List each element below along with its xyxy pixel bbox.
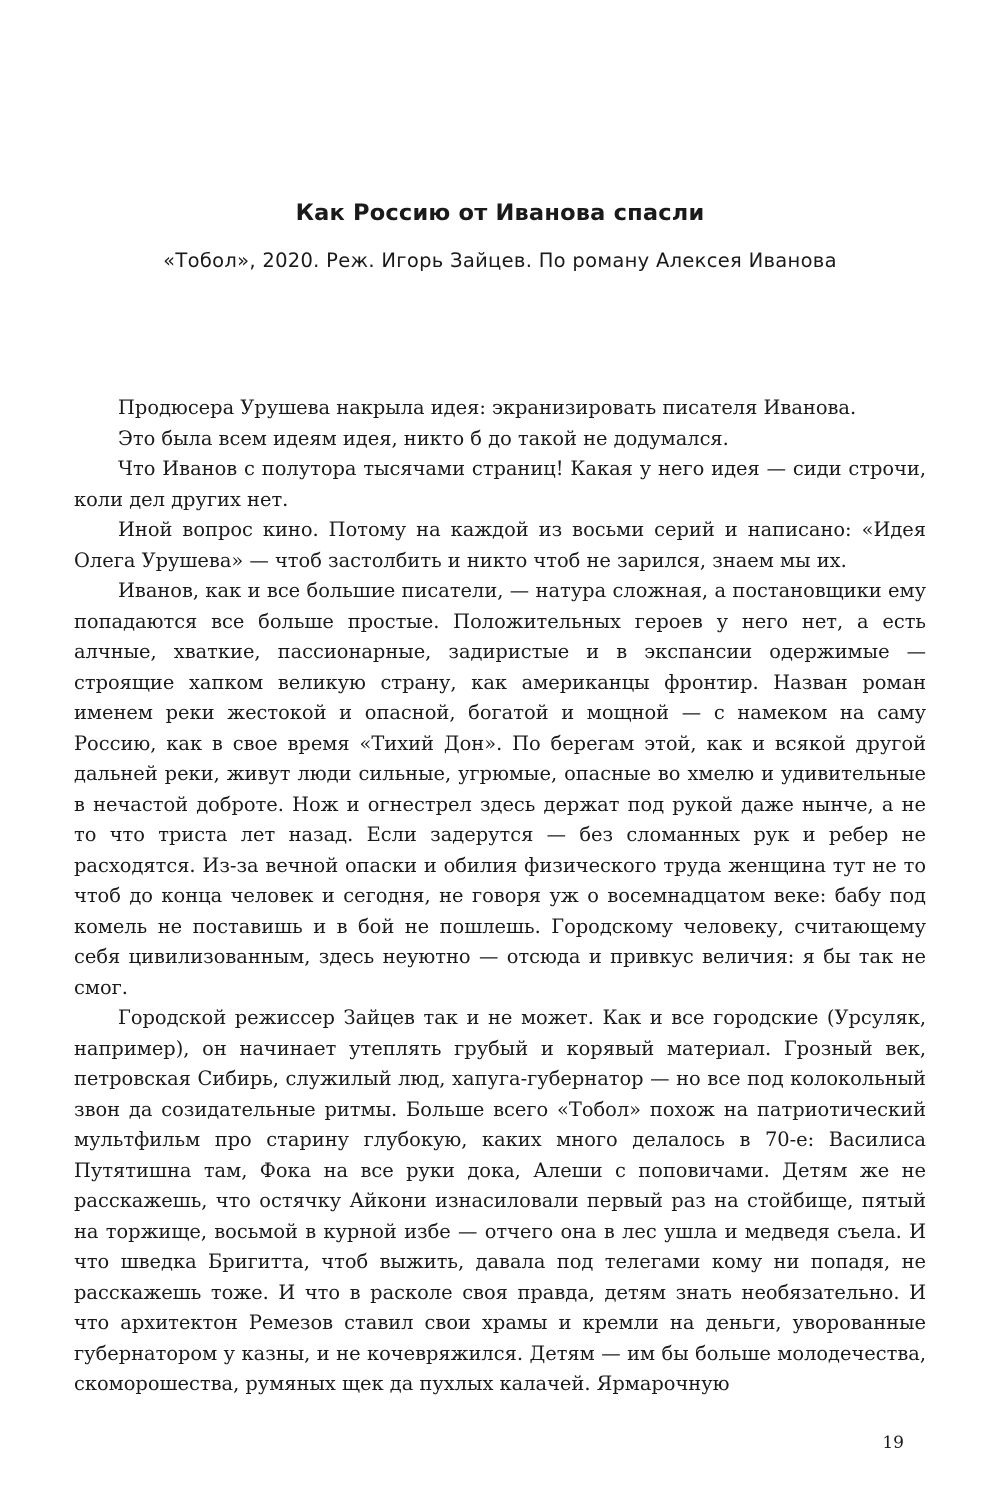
paragraph: Что Иванов с полутора тысячами страниц! Какая у него идея — сиди строчи, коли дел других нет.	[74, 457, 926, 511]
paragraph: Иной вопрос кино. Потому на каждой из восьми серий и написано: «Идея Олега Урушева» — чтоб застолбить и никто чтоб не зарился, знаем мы их.	[74, 518, 926, 572]
paragraph: Это была всем идеям идея, никто б до такой не додумался.	[118, 426, 729, 450]
chapter-subtitle: «Тобол», 2020. Реж. Игорь Зайцев. По роману Алексея Иванова	[163, 249, 837, 272]
paragraph: Иванов, как и все большие писатели, — натура сложная, а постановщики ему попадаются все больше простые. Положительных героев у него нет, а есть алчные, хваткие, пассионарные, задиристые и в экспансии одержимые — строящие хапком великую страну, как американцы фронтир. Назван роман именем реки жестокой и опасной, богатой и мощной — с намеком на саму Россию, как в свое время «Тихий Дон». По берегам этой, как и всякой другой дальней реки, живут люди сильные, угрюмые, опасные во хмелю и удивительные в нечастой доброте. Нож и огнестрел здесь держат под рукой даже нынче, а не то что триста лет назад. Если задерутся — без сломанных рук и ребер не расходятся. Из-за вечной опаски и обилия физического труда женщина тут не то чтоб до конца человек и сегодня, не говоря уж о восемнадцатом веке: бабу под комель не поставишь и в бой не пошлешь. Городскому человеку, считающему себя цивилизованным, здесь неуютно — отсюда и привкус величия: я бы так не смог.	[74, 579, 926, 999]
paragraph: Городской режиссер Зайцев так и не может. Как и все городские (Урсуляк, например), он начинает утеплять грубый и корявый материал. Грозный век, петровская Сибирь, служилый люд, хапуга-губернатор — но все под колокольный звон да созидательные ритмы. Больше всего «Тобол» похож на патриотический мультфильм про старину глубокую, каких много делалось в 70-е: Василиса Путятишна там, Фока на все руки дока, Алеши с поповичами. Детям же не расскажешь, что остячку Айкони изнасиловали первый раз на стойбище, пятый на торжище, восьмой в курной избе — отчего она в лес ушла и медведя съела. И что шведка Бригитта, чтоб выжить, давала под телегами кому ни попадя, не расскажешь тоже. И что в расколе своя правда, детям знать необязательно. И что архитектон Ремезов ставил свои храмы и кремли на деньги, уворованные губернатором у казны, и не кочевряжился. Детям — им бы больше молодечества, скоморошества, румяных щек да пухлых калачей. Ярмарочную	[74, 1006, 926, 1395]
paragraph: Продюсера Урушева накрыла идея: экранизировать писателя Иванова.	[118, 396, 857, 419]
chapter-title: Как Россию от Иванова спасли	[295, 200, 705, 226]
page-number: 19	[882, 1433, 904, 1453]
body-text	[74, 393, 926, 1400]
